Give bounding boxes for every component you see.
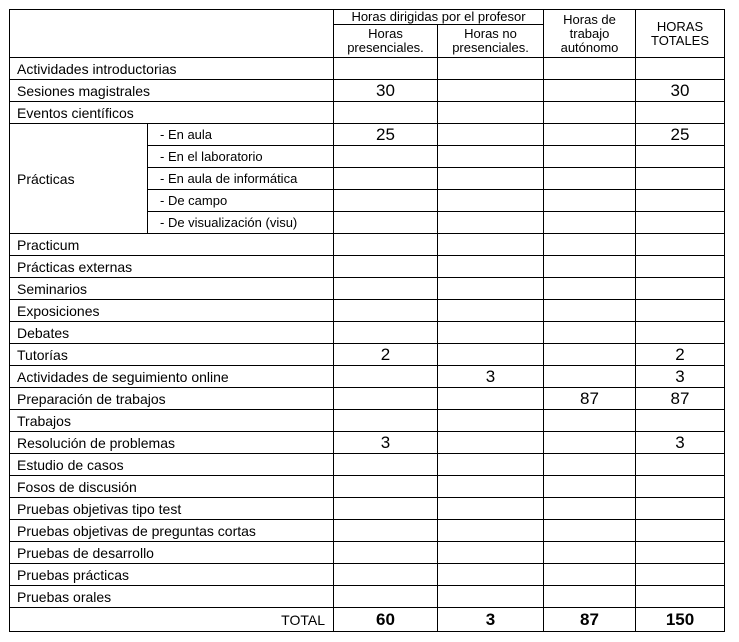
practicas-label: Prácticas [10, 124, 148, 234]
cell-horas-presenciales [334, 586, 438, 608]
cell-horas-autonomo [544, 432, 636, 454]
cell-horas-autonomo [544, 278, 636, 300]
row-label: Pruebas objetivas tipo test [10, 498, 334, 520]
table-row [10, 58, 725, 80]
cell-horas-presenciales [334, 366, 438, 388]
cell-horas-no-presenciales [438, 256, 544, 278]
cell-horas-no-presenciales [438, 542, 544, 564]
total-label: TOTAL [10, 608, 334, 632]
cell-horas-no-presenciales [438, 80, 544, 102]
cell-horas-totales [636, 322, 725, 344]
table-row [10, 278, 725, 300]
cell-horas-autonomo [544, 168, 636, 190]
cell-horas-presenciales [334, 300, 438, 322]
cell-horas-totales: 3 [636, 366, 725, 388]
cell-horas-autonomo [544, 300, 636, 322]
cell-horas-autonomo: 87 [544, 388, 636, 410]
cell-horas-autonomo [544, 58, 636, 80]
cell-horas-autonomo [544, 322, 636, 344]
cell-horas-autonomo [544, 564, 636, 586]
cell-horas-presenciales: 3 [334, 432, 438, 454]
row-label: Sesiones magistrales [10, 80, 334, 102]
cell-horas-no-presenciales [438, 58, 544, 80]
cell-horas-presenciales: 60 [334, 608, 438, 632]
practicas-sub-label: - De visualización (visu) [148, 212, 334, 234]
cell-horas-totales: 25 [636, 124, 725, 146]
table-row [10, 476, 725, 498]
cell-horas-totales [636, 564, 725, 586]
row-label: Actividades de seguimiento online [10, 366, 334, 388]
cell-horas-no-presenciales [438, 212, 544, 234]
table-row [10, 300, 725, 322]
table-row [10, 124, 725, 146]
header-totales-cell: HORAS TOTALES [636, 10, 725, 58]
cell-horas-presenciales: 30 [334, 80, 438, 102]
cell-horas-presenciales: 25 [334, 124, 438, 146]
cell-horas-presenciales [334, 278, 438, 300]
table-row [10, 520, 725, 542]
cell-horas-presenciales [334, 322, 438, 344]
cell-horas-totales [636, 278, 725, 300]
header-row-1 [10, 10, 725, 25]
cell-horas-no-presenciales: 3 [438, 608, 544, 632]
cell-horas-presenciales [334, 476, 438, 498]
row-label: Actividades introductorias [10, 58, 334, 80]
cell-horas-autonomo [544, 498, 636, 520]
cell-horas-no-presenciales [438, 102, 544, 124]
row-label: Eventos científicos [10, 102, 334, 124]
table-row [10, 344, 725, 366]
cell-horas-totales [636, 476, 725, 498]
cell-horas-no-presenciales [438, 586, 544, 608]
cell-horas-autonomo [544, 190, 636, 212]
row-label: Preparación de trabajos [10, 388, 334, 410]
row-label: Estudio de casos [10, 454, 334, 476]
cell-horas-presenciales [334, 388, 438, 410]
cell-horas-totales [636, 102, 725, 124]
cell-horas-no-presenciales [438, 388, 544, 410]
cell-horas-totales [636, 520, 725, 542]
table-row [10, 586, 725, 608]
cell-horas-totales [636, 190, 725, 212]
practicas-sub-label: - En aula [148, 124, 334, 146]
table-row [10, 102, 725, 124]
cell-horas-autonomo [544, 102, 636, 124]
table-row [10, 388, 725, 410]
table-row [10, 432, 725, 454]
cell-horas-presenciales [334, 256, 438, 278]
cell-horas-totales [636, 212, 725, 234]
cell-horas-no-presenciales [438, 168, 544, 190]
cell-horas-autonomo [544, 344, 636, 366]
cell-horas-totales: 3 [636, 432, 725, 454]
cell-horas-no-presenciales [438, 498, 544, 520]
cell-horas-presenciales: 2 [334, 344, 438, 366]
cell-horas-totales: 87 [636, 388, 725, 410]
cell-horas-totales: 150 [636, 608, 725, 632]
table-row [10, 410, 725, 432]
cell-horas-no-presenciales [438, 322, 544, 344]
row-label: Trabajos [10, 410, 334, 432]
header-presenciales-cell: Horas presenciales. [334, 25, 438, 58]
cell-horas-no-presenciales [438, 300, 544, 322]
cell-horas-no-presenciales [438, 454, 544, 476]
cell-horas-presenciales [334, 212, 438, 234]
row-label: Exposiciones [10, 300, 334, 322]
row-label: Prácticas externas [10, 256, 334, 278]
cell-horas-no-presenciales [438, 234, 544, 256]
cell-horas-no-presenciales [438, 410, 544, 432]
row-label: Debates [10, 322, 334, 344]
practicas-sub-label: - En aula de informática [148, 168, 334, 190]
cell-horas-autonomo: 87 [544, 608, 636, 632]
row-label: Pruebas de desarrollo [10, 542, 334, 564]
row-label: Practicum [10, 234, 334, 256]
row-label: Fosos de discusión [10, 476, 334, 498]
row-label: Pruebas objetivas de preguntas cortas [10, 520, 334, 542]
cell-horas-totales [636, 498, 725, 520]
cell-horas-presenciales [334, 102, 438, 124]
cell-horas-totales [636, 256, 725, 278]
cell-horas-presenciales [334, 58, 438, 80]
cell-horas-no-presenciales [438, 564, 544, 586]
cell-horas-totales [636, 410, 725, 432]
cell-horas-totales [636, 300, 725, 322]
cell-horas-no-presenciales [438, 520, 544, 542]
cell-horas-totales [636, 542, 725, 564]
cell-horas-presenciales [334, 520, 438, 542]
cell-horas-totales [636, 586, 725, 608]
cell-horas-totales [636, 146, 725, 168]
cell-horas-no-presenciales [438, 146, 544, 168]
cell-horas-autonomo [544, 542, 636, 564]
cell-horas-autonomo [544, 366, 636, 388]
table-row [10, 564, 725, 586]
cell-horas-no-presenciales [438, 344, 544, 366]
cell-horas-totales [636, 168, 725, 190]
row-label: Seminarios [10, 278, 334, 300]
cell-horas-totales [636, 234, 725, 256]
cell-horas-autonomo [544, 476, 636, 498]
cell-horas-autonomo [544, 586, 636, 608]
row-label: Tutorías [10, 344, 334, 366]
cell-horas-totales: 2 [636, 344, 725, 366]
cell-horas-presenciales [334, 190, 438, 212]
header-group-cell: Horas dirigidas por el profesor [334, 10, 544, 25]
cell-horas-autonomo [544, 520, 636, 542]
cell-horas-no-presenciales [438, 278, 544, 300]
cell-horas-autonomo [544, 410, 636, 432]
table-row [10, 366, 725, 388]
cell-horas-no-presenciales [438, 124, 544, 146]
cell-horas-no-presenciales: 3 [438, 366, 544, 388]
cell-horas-no-presenciales [438, 476, 544, 498]
cell-horas-autonomo [544, 256, 636, 278]
practicas-sub-label: - En el laboratorio [148, 146, 334, 168]
cell-horas-autonomo [544, 234, 636, 256]
cell-horas-no-presenciales [438, 432, 544, 454]
cell-horas-autonomo [544, 146, 636, 168]
cell-horas-autonomo [544, 124, 636, 146]
total-row [10, 608, 725, 632]
row-label: Resolución de problemas [10, 432, 334, 454]
cell-horas-no-presenciales [438, 190, 544, 212]
cell-horas-totales: 30 [636, 80, 725, 102]
cell-horas-presenciales [334, 542, 438, 564]
header-blank-cell [10, 10, 334, 58]
hours-table-container [9, 9, 725, 632]
header-autonomo-cell: Horas de trabajo autónomo [544, 10, 636, 58]
table-row [10, 542, 725, 564]
cell-horas-totales [636, 58, 725, 80]
table-row [10, 498, 725, 520]
hours-table [9, 9, 725, 632]
cell-horas-presenciales [334, 454, 438, 476]
table-row [10, 256, 725, 278]
table-row [10, 322, 725, 344]
table-row [10, 454, 725, 476]
practicas-sub-label: - De campo [148, 190, 334, 212]
row-label: Pruebas prácticas [10, 564, 334, 586]
cell-horas-autonomo [544, 212, 636, 234]
header-no-presenciales-cell: Horas no presenciales. [438, 25, 544, 58]
row-label: Pruebas orales [10, 586, 334, 608]
cell-horas-presenciales [334, 410, 438, 432]
table-row [10, 234, 725, 256]
cell-horas-presenciales [334, 146, 438, 168]
cell-horas-presenciales [334, 498, 438, 520]
cell-horas-presenciales [334, 168, 438, 190]
cell-horas-autonomo [544, 454, 636, 476]
table-row [10, 80, 725, 102]
cell-horas-totales [636, 454, 725, 476]
cell-horas-presenciales [334, 234, 438, 256]
cell-horas-autonomo [544, 80, 636, 102]
cell-horas-presenciales [334, 564, 438, 586]
